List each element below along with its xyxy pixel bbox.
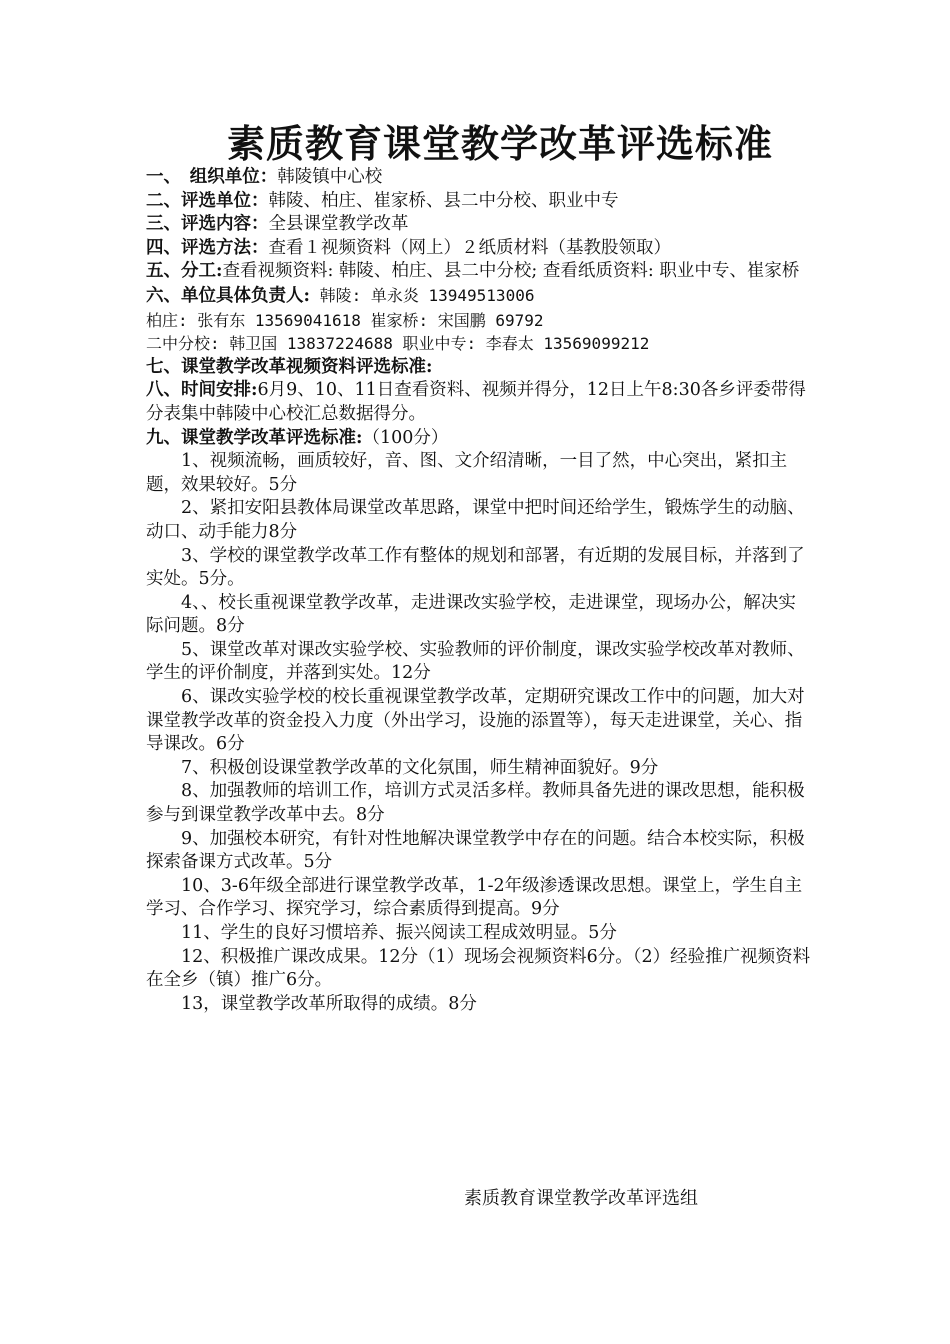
section-text: （100分）	[362, 427, 449, 448]
criterion-item: 1、视频流畅，画质较好，音、图、文介绍清晰，一目了然，中心突出，紧扣主题，效果较好。5分	[146, 451, 788, 495]
criterion-item: 5、课堂改革对课改实验学校、实验教师的评价制度，课改实验学校改革对教师、学生的评价制度，并落到实处。12分	[146, 639, 805, 684]
section-text: 韩陵镇中心校	[277, 167, 383, 187]
contacts-line-3: 二中分校: 韩卫国 13837224688 职业中专: 李春太 13569099212	[146, 334, 650, 354]
section-video-criteria	[146, 356, 812, 380]
section-units	[146, 190, 812, 214]
criterion-item: 4、、校长重视课堂教学改革，走进课改实验学校，走进课堂，现场办公，解决实际问题。8分	[146, 592, 796, 637]
section-text: 韩陵、柏庄、崔家桥、县二中分校、职业中专	[268, 190, 619, 211]
contacts-line-2: 柏庄: 张有东 13569041618 崔家桥: 宋国鹏 69792	[146, 310, 544, 330]
criterion-item: 12、积极推广课改成果。12分（1）现场会视频资料6分。（2）经验推广视频资料在全乡（镇）推广6分。	[146, 946, 811, 991]
section-label: 九、课堂教学改革评选标准:	[146, 427, 363, 448]
section-method	[146, 237, 812, 261]
criterion-item: 9、加强校本研究，有针对性地解决课堂教学中存在的问题。结合本校实际，积极探索备课方式改革。5分	[146, 828, 805, 873]
criterion-item: 13，课堂教学改革所取得的成绩。8分	[181, 993, 477, 1014]
criterion-item: 2、紧扣安阳县教体局课堂改革思路，课堂中把时间还给学生，锻炼学生的动脑、动口、动手能力8分	[146, 498, 805, 542]
section-label: 七、课堂教学改革视频资料评选标准:	[146, 356, 433, 377]
contacts-text: 韩陵: 单永炎 13949513006	[309, 285, 535, 305]
criterion-item: 3、学校的课堂教学改革工作有整体的规划和部署，有近期的发展目标，并落到了实处。5分。	[146, 545, 805, 590]
section-label: 一、 组织单位：	[146, 167, 278, 187]
document-title: 素质教育课堂教学改革评选标准	[226, 121, 773, 166]
section-division	[146, 260, 812, 284]
section-text: 6月9、10、11日查看资料、视频并得分，12日上午8:30各乡评委带得分表集中韩陵中心校汇总数据得分。	[146, 380, 806, 424]
contacts-label: 六、单位具体负责人:	[146, 285, 310, 306]
criterion-item: 7、积极创设课堂教学改革的文化氛围，师生精神面貌好。9分	[181, 757, 659, 778]
criterion-item: 11、学生的良好习惯培养、振兴阅读工程成效明显。5分	[181, 923, 617, 943]
contacts-line-1	[146, 284, 812, 309]
document-signature: 素质教育课堂教学改革评选组	[464, 1188, 698, 1209]
criterion-item: 6、课改实验学校的校长重视课堂教学改革，定期研究课改工作中的问题，加大对课堂教学改革的资金投入力度（外出学习，设施的添置等），每天走进课堂，关心、指导课改。6分	[146, 687, 805, 755]
criterion-item: 8、加强教师的培训工作，培训方式灵活多样。教师具备先进的课改思想，能积极参与到课堂教学改革中去。8分	[146, 781, 805, 826]
criterion-item: 10、3-6年级全部进行课堂教学改革，1-2年级渗透课改思想。课堂上，学生自主学习、合作学习、探究学习，综合素质得到提高。9分	[146, 875, 803, 920]
section-criteria	[146, 427, 812, 451]
section-text: 全县课堂教学改革	[268, 214, 409, 235]
document-body	[146, 166, 812, 1016]
section-text: 查看１视频资料（网上）２纸质材料（基教股领取）	[268, 237, 671, 258]
section-label: 五、分工:	[146, 261, 223, 282]
section-organizer	[146, 166, 812, 190]
section-schedule	[146, 379, 812, 426]
section-label: 四、评选方法：	[146, 237, 269, 258]
section-text: 查看视频资料: 韩陵、柏庄、县二中分校; 查看纸质资料: 职业中专、崔家桥	[222, 261, 800, 282]
section-label: 二、评选单位：	[146, 190, 269, 211]
section-content	[146, 213, 812, 237]
section-label: 八、时间安排:	[146, 380, 258, 401]
section-label: 三、评选内容：	[146, 214, 269, 235]
